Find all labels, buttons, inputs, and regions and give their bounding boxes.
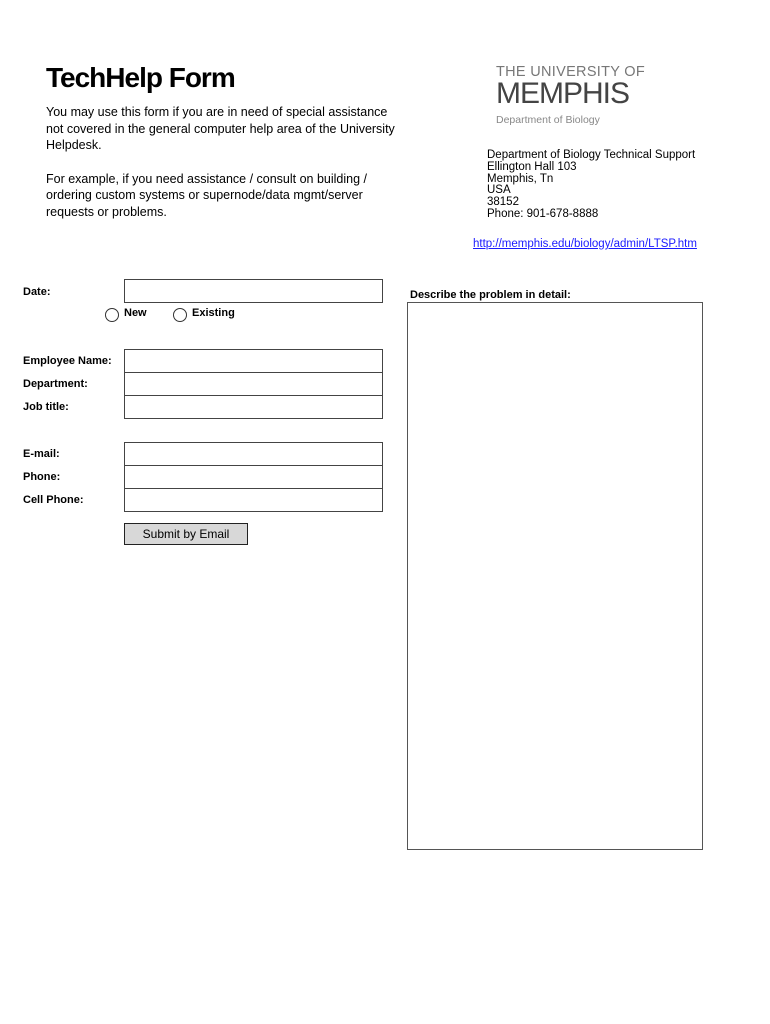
logo-line: THE UNIVERSITY OF xyxy=(496,64,646,80)
radio-new-label: New xyxy=(124,307,147,319)
university-logo xyxy=(496,64,645,126)
job-title-field[interactable] xyxy=(124,395,383,419)
page-title: TechHelp Form xyxy=(46,62,235,93)
employee-name-field[interactable] xyxy=(124,349,383,373)
cell-phone-label: Cell Phone: xyxy=(23,494,84,506)
address-line: Phone: 901-678-8888 xyxy=(487,207,599,220)
address-line: USA xyxy=(487,184,511,197)
date-field[interactable] xyxy=(124,279,383,303)
radio-new[interactable] xyxy=(105,308,119,322)
phone-field[interactable] xyxy=(124,465,383,489)
address-line: 38152 xyxy=(487,196,519,209)
date-label: Date: xyxy=(23,286,51,298)
logo-line: Department of Biology xyxy=(496,114,600,126)
radio-existing[interactable] xyxy=(173,308,187,322)
intro-paragraph: You may use this form if you are in need of special assistance not covered in the general computer help area of the University Helpdesk. xyxy=(46,105,395,152)
describe-label: Describe the problem in detail: xyxy=(410,289,571,301)
address-line: Ellington Hall 103 xyxy=(487,160,577,173)
problem-description-textarea[interactable] xyxy=(407,302,703,850)
cell-phone-field[interactable] xyxy=(124,488,383,512)
address-line: Department of Biology Technical Support xyxy=(487,149,696,161)
department-label: Department: xyxy=(23,378,88,390)
email-label: E-mail: xyxy=(23,448,60,460)
phone-label: Phone: xyxy=(23,471,61,483)
email-field[interactable] xyxy=(124,442,383,466)
logo-line: MEMPHIS xyxy=(496,77,630,110)
intro-text xyxy=(46,104,396,237)
address-line: Memphis, Tn xyxy=(487,172,554,185)
radio-existing-label: Existing xyxy=(192,307,235,319)
intro-paragraph: For example, if you need assistance / consult on building / ordering custom systems or supernode/data mgmt/server requests or problems. xyxy=(46,171,368,219)
department-field[interactable] xyxy=(124,372,383,396)
support-link[interactable]: http://memphis.edu/biology/admin/LTSP.htm xyxy=(473,238,697,250)
contact-address xyxy=(487,150,695,221)
job-title-label: Job title: xyxy=(23,401,69,413)
employee-name-label: Employee Name: xyxy=(23,355,112,367)
submit-by-email-button[interactable]: Submit by Email xyxy=(124,523,248,545)
